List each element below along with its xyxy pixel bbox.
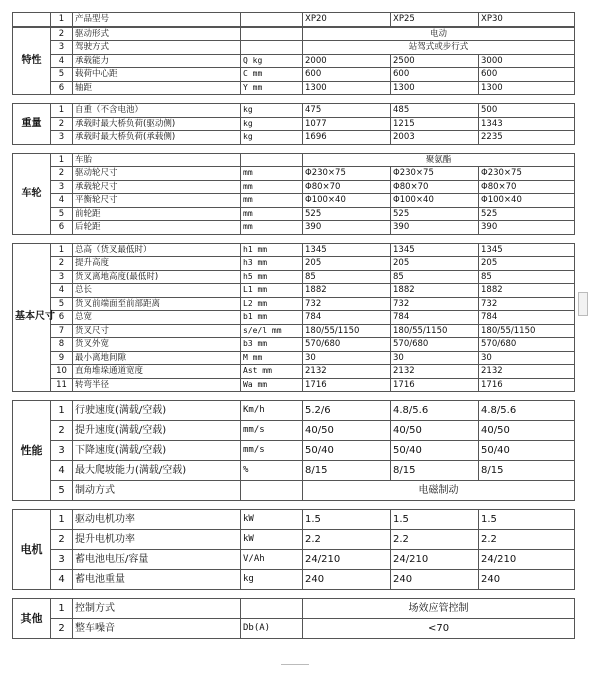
spec-value: 2.2: [391, 530, 479, 550]
row-number: 1: [51, 510, 73, 530]
spec-label: 平衡轮尺寸: [73, 194, 241, 208]
spec-value: 40/50: [303, 421, 391, 441]
spec-label: 控制方式: [73, 599, 241, 619]
spec-value: 1.5: [479, 510, 575, 530]
spec-value-merged: 场效应管控制: [303, 599, 575, 619]
spec-value: Φ80×70: [303, 180, 391, 194]
spec-value: 1882: [391, 284, 479, 298]
spec-label: 蓄电池重量: [73, 570, 241, 590]
spec-value: 8/15: [479, 461, 575, 481]
spec-value: 240: [479, 570, 575, 590]
spec-value: 390: [479, 221, 575, 235]
spec-value-merged: 聚氨酯: [303, 153, 575, 167]
row-number: 3: [51, 180, 73, 194]
spec-row: [13, 441, 575, 461]
spec-label: 行驶速度(满载/空载): [73, 401, 241, 421]
spec-value: 2.2: [479, 530, 575, 550]
spec-value: 24/210: [303, 550, 391, 570]
spec-row: [13, 297, 575, 311]
spec-value: 30: [391, 351, 479, 365]
spec-unit: h1 mm: [241, 243, 303, 257]
spec-value: 2500: [391, 54, 479, 68]
spec-value: 1345: [391, 243, 479, 257]
spec-label: 最大爬坡能力(满载/空载): [73, 461, 241, 481]
spec-value: 784: [479, 311, 575, 325]
spec-value: Φ230×75: [303, 167, 391, 181]
spec-unit: kg: [241, 131, 303, 145]
spec-value: 2132: [391, 365, 479, 379]
spec-row: [13, 324, 575, 338]
spec-value: 2.2: [303, 530, 391, 550]
spec-label: 货叉前端面至前部距离: [73, 297, 241, 311]
spec-label: 驾驶方式: [73, 41, 241, 55]
spec-label: 总宽: [73, 311, 241, 325]
spec-value: 180/55/1150: [391, 324, 479, 338]
category-label: 性能: [13, 401, 51, 501]
spec-value: 180/55/1150: [303, 324, 391, 338]
page-divider: [281, 664, 309, 665]
header-cell: XP25: [391, 13, 479, 27]
category-label: 特性: [13, 27, 51, 95]
spec-value: 40/50: [391, 421, 479, 441]
spec-row: [13, 81, 575, 95]
spec-value: 205: [391, 257, 479, 271]
spec-unit: kW: [241, 530, 303, 550]
spec-value: 2000: [303, 54, 391, 68]
spec-value: 1345: [479, 243, 575, 257]
section-table: [12, 400, 575, 501]
spec-value: 5.2/6: [303, 401, 391, 421]
spec-value: 240: [391, 570, 479, 590]
header-cell: XP20: [303, 13, 391, 27]
spec-value: 500: [479, 104, 575, 118]
spec-row: [13, 461, 575, 481]
spec-value: 525: [391, 207, 479, 221]
spec-unit: Y mm: [241, 81, 303, 95]
section-table: [12, 598, 575, 639]
spec-value: 50/40: [303, 441, 391, 461]
spec-unit: mm: [241, 180, 303, 194]
spec-label: 承载轮尺寸: [73, 180, 241, 194]
spec-value: 30: [303, 351, 391, 365]
spec-unit: C mm: [241, 68, 303, 82]
spec-unit: mm/s: [241, 441, 303, 461]
spec-row: [13, 351, 575, 365]
spec-value: 600: [479, 68, 575, 82]
spec-label: 整车噪音: [73, 619, 241, 639]
spec-value: 2235: [479, 131, 575, 145]
spec-value: 600: [303, 68, 391, 82]
header-blank: [13, 13, 51, 27]
spec-value: 1300: [391, 81, 479, 95]
spec-row: [13, 481, 575, 501]
spec-value: 24/210: [479, 550, 575, 570]
spec-value: 30: [479, 351, 575, 365]
spec-unit: [241, 599, 303, 619]
spec-label: 承载时最大桥负荷(驱动侧): [73, 117, 241, 131]
spec-unit: %: [241, 461, 303, 481]
spec-label: 提升电机功率: [73, 530, 241, 550]
spec-unit: M mm: [241, 351, 303, 365]
row-number: 11: [51, 378, 73, 392]
spec-row: [13, 257, 575, 271]
spec-label: 直角堆垛通道宽度: [73, 365, 241, 379]
spec-label: 下降速度(满载/空载): [73, 441, 241, 461]
section-gap: [12, 95, 574, 103]
spec-value: 50/40: [391, 441, 479, 461]
section-table: [12, 153, 575, 235]
spec-row: [13, 550, 575, 570]
spec-label: 驱动轮尺寸: [73, 167, 241, 181]
header-cell: 1: [51, 13, 73, 27]
row-number: 5: [51, 481, 73, 501]
spec-row: [13, 530, 575, 550]
spec-value: 1696: [303, 131, 391, 145]
spec-unit: mm: [241, 221, 303, 235]
spec-row: [13, 221, 575, 235]
spec-row: [13, 153, 575, 167]
spec-value: 1716: [303, 378, 391, 392]
row-number: 4: [51, 570, 73, 590]
spec-value: 40/50: [479, 421, 575, 441]
spec-value: 2003: [391, 131, 479, 145]
spec-value: Φ80×70: [391, 180, 479, 194]
spec-unit: s/e/l mm: [241, 324, 303, 338]
row-number: 2: [51, 27, 73, 41]
spec-label: 转弯半径: [73, 378, 241, 392]
spec-row: [13, 68, 575, 82]
row-number: 1: [51, 104, 73, 118]
category-label: 车轮: [13, 153, 51, 234]
spec-value: 1.5: [391, 510, 479, 530]
spec-value: 4.8/5.6: [391, 401, 479, 421]
spec-label: 货叉尺寸: [73, 324, 241, 338]
spec-value: 525: [303, 207, 391, 221]
spec-value: 570/680: [391, 338, 479, 352]
row-number: 9: [51, 351, 73, 365]
section-table: [12, 243, 575, 393]
spec-unit: L2 mm: [241, 297, 303, 311]
spec-unit: kg: [241, 117, 303, 131]
section-table: [12, 509, 575, 590]
row-number: 6: [51, 311, 73, 325]
spec-row: [13, 270, 575, 284]
spec-value: 570/680: [303, 338, 391, 352]
spec-row: [13, 180, 575, 194]
spec-label: 自重（不含电池）: [73, 104, 241, 118]
spec-label: 制动方式: [73, 481, 241, 501]
row-number: 6: [51, 81, 73, 95]
spec-value: 1882: [303, 284, 391, 298]
spec-value: 1345: [303, 243, 391, 257]
row-number: 1: [51, 153, 73, 167]
spec-label: 前轮距: [73, 207, 241, 221]
spec-value-merged: 站驾式或步行式: [303, 41, 575, 55]
row-number: 2: [51, 421, 73, 441]
spec-row: [13, 284, 575, 298]
spec-unit: Q kg: [241, 54, 303, 68]
spec-row: [13, 421, 575, 441]
spec-unit: b1 mm: [241, 311, 303, 325]
spec-value: 525: [479, 207, 575, 221]
row-number: 5: [51, 207, 73, 221]
section-table: [12, 103, 575, 145]
spec-unit: Db(A): [241, 619, 303, 639]
spec-label: 蓄电池电压/容量: [73, 550, 241, 570]
spec-sheet: [12, 12, 574, 639]
spec-unit: mm: [241, 207, 303, 221]
header-cell: 产品型号: [73, 13, 241, 27]
row-number: 6: [51, 221, 73, 235]
section-gap: [12, 145, 574, 153]
spec-value: 784: [303, 311, 391, 325]
spec-value: 1716: [391, 378, 479, 392]
category-label: 基本尺寸: [13, 243, 51, 392]
spec-unit: mm/s: [241, 421, 303, 441]
section-gap: [12, 590, 574, 598]
spec-row: [13, 570, 575, 590]
spec-row: [13, 27, 575, 41]
spec-row: [13, 599, 575, 619]
spec-value: Φ80×70: [479, 180, 575, 194]
spec-value: 732: [391, 297, 479, 311]
spec-value: 1215: [391, 117, 479, 131]
header-cell: [241, 13, 303, 27]
spec-value: 85: [391, 270, 479, 284]
spec-label: 承载能力: [73, 54, 241, 68]
spec-unit: Ast mm: [241, 365, 303, 379]
spec-unit: Wa mm: [241, 378, 303, 392]
spec-row: [13, 619, 575, 639]
row-number: 4: [51, 54, 73, 68]
spec-value: 570/680: [479, 338, 575, 352]
spec-row: [13, 117, 575, 131]
spec-value: 205: [303, 257, 391, 271]
header-table: [12, 12, 575, 27]
spec-label: 车胎: [73, 153, 241, 167]
spec-value: Φ100×40: [479, 194, 575, 208]
spec-unit: mm: [241, 194, 303, 208]
spec-value: 732: [303, 297, 391, 311]
spec-unit: mm: [241, 167, 303, 181]
category-label: 其他: [13, 599, 51, 639]
spec-value: 1300: [303, 81, 391, 95]
spec-row: [13, 207, 575, 221]
spec-row: [13, 378, 575, 392]
spec-value: Φ100×40: [391, 194, 479, 208]
spec-value-merged: 电磁制动: [303, 481, 575, 501]
row-number: 4: [51, 194, 73, 208]
spec-row: [13, 401, 575, 421]
spec-value: 3000: [479, 54, 575, 68]
spec-row: [13, 365, 575, 379]
row-number: 2: [51, 167, 73, 181]
row-number: 1: [51, 243, 73, 257]
spec-unit: h3 mm: [241, 257, 303, 271]
spec-row: [13, 41, 575, 55]
spec-label: 总高（货叉最低时）: [73, 243, 241, 257]
spec-unit: L1 mm: [241, 284, 303, 298]
spec-value: 390: [391, 221, 479, 235]
row-number: 2: [51, 117, 73, 131]
spec-value: 1882: [479, 284, 575, 298]
spec-row: [13, 311, 575, 325]
spec-value: 1.5: [303, 510, 391, 530]
row-number: 8: [51, 338, 73, 352]
spec-unit: [241, 41, 303, 55]
spec-value: 784: [391, 311, 479, 325]
row-number: 3: [51, 131, 73, 145]
row-number: 1: [51, 401, 73, 421]
spec-value: 8/15: [391, 461, 479, 481]
spec-label: 轴距: [73, 81, 241, 95]
spec-label: 提升速度(满载/空载): [73, 421, 241, 441]
spec-value: 24/210: [391, 550, 479, 570]
row-number: 1: [51, 599, 73, 619]
section-gap: [12, 235, 574, 243]
spec-row: [13, 510, 575, 530]
spec-value: 4.8/5.6: [479, 401, 575, 421]
spec-value: 485: [391, 104, 479, 118]
row-number: 2: [51, 257, 73, 271]
spec-value: 1716: [479, 378, 575, 392]
spec-row: [13, 54, 575, 68]
spec-label: 提升高度: [73, 257, 241, 271]
row-number: 3: [51, 550, 73, 570]
spec-value: 8/15: [303, 461, 391, 481]
category-label: 电机: [13, 510, 51, 590]
spec-label: 承载时最大桥负荷(承载侧): [73, 131, 241, 145]
spec-unit: kW: [241, 510, 303, 530]
spec-label: 最小离地间隙: [73, 351, 241, 365]
spec-unit: b3 mm: [241, 338, 303, 352]
spec-unit: kg: [241, 104, 303, 118]
spec-row: [13, 194, 575, 208]
spec-value: Φ100×40: [303, 194, 391, 208]
spec-label: 后轮距: [73, 221, 241, 235]
spec-unit: [241, 481, 303, 501]
spec-value-merged: <70: [303, 619, 575, 639]
spec-value: Φ230×75: [479, 167, 575, 181]
scroll-handle[interactable]: [578, 292, 588, 316]
spec-value: 2132: [303, 365, 391, 379]
spec-value-merged: 电动: [303, 27, 575, 41]
spec-value: 2132: [479, 365, 575, 379]
spec-row: [13, 338, 575, 352]
spec-value: 475: [303, 104, 391, 118]
row-number: 7: [51, 324, 73, 338]
spec-unit: Km/h: [241, 401, 303, 421]
spec-value: Φ230×75: [391, 167, 479, 181]
row-number: 2: [51, 530, 73, 550]
spec-unit: [241, 27, 303, 41]
spec-label: 载荷中心距: [73, 68, 241, 82]
spec-value: 85: [479, 270, 575, 284]
spec-label: 驱动电机功率: [73, 510, 241, 530]
spec-label: 驱动形式: [73, 27, 241, 41]
spec-row: [13, 104, 575, 118]
row-number: 10: [51, 365, 73, 379]
spec-value: 1300: [479, 81, 575, 95]
row-number: 3: [51, 441, 73, 461]
section-table: [12, 27, 575, 96]
row-number: 3: [51, 41, 73, 55]
spec-row: [13, 131, 575, 145]
spec-value: 1077: [303, 117, 391, 131]
row-number: 5: [51, 297, 73, 311]
spec-unit: V/Ah: [241, 550, 303, 570]
spec-value: 600: [391, 68, 479, 82]
row-number: 5: [51, 68, 73, 82]
spec-label: 货叉离地高度(最低时): [73, 270, 241, 284]
header-row: [13, 13, 575, 27]
spec-unit: [241, 153, 303, 167]
spec-row: [13, 167, 575, 181]
section-gap: [12, 501, 574, 509]
header-cell: XP30: [479, 13, 575, 27]
spec-value: 390: [303, 221, 391, 235]
spec-value: 50/40: [479, 441, 575, 461]
row-number: 4: [51, 461, 73, 481]
row-number: 4: [51, 284, 73, 298]
section-gap: [12, 392, 574, 400]
row-number: 3: [51, 270, 73, 284]
spec-value: 180/55/1150: [479, 324, 575, 338]
spec-label: 总长: [73, 284, 241, 298]
spec-value: 205: [479, 257, 575, 271]
spec-row: [13, 243, 575, 257]
category-label: 重量: [13, 104, 51, 145]
spec-unit: h5 mm: [241, 270, 303, 284]
spec-unit: kg: [241, 570, 303, 590]
spec-value: 240: [303, 570, 391, 590]
spec-value: 1343: [479, 117, 575, 131]
spec-value: 732: [479, 297, 575, 311]
row-number: 2: [51, 619, 73, 639]
spec-value: 85: [303, 270, 391, 284]
spec-label: 货叉外宽: [73, 338, 241, 352]
